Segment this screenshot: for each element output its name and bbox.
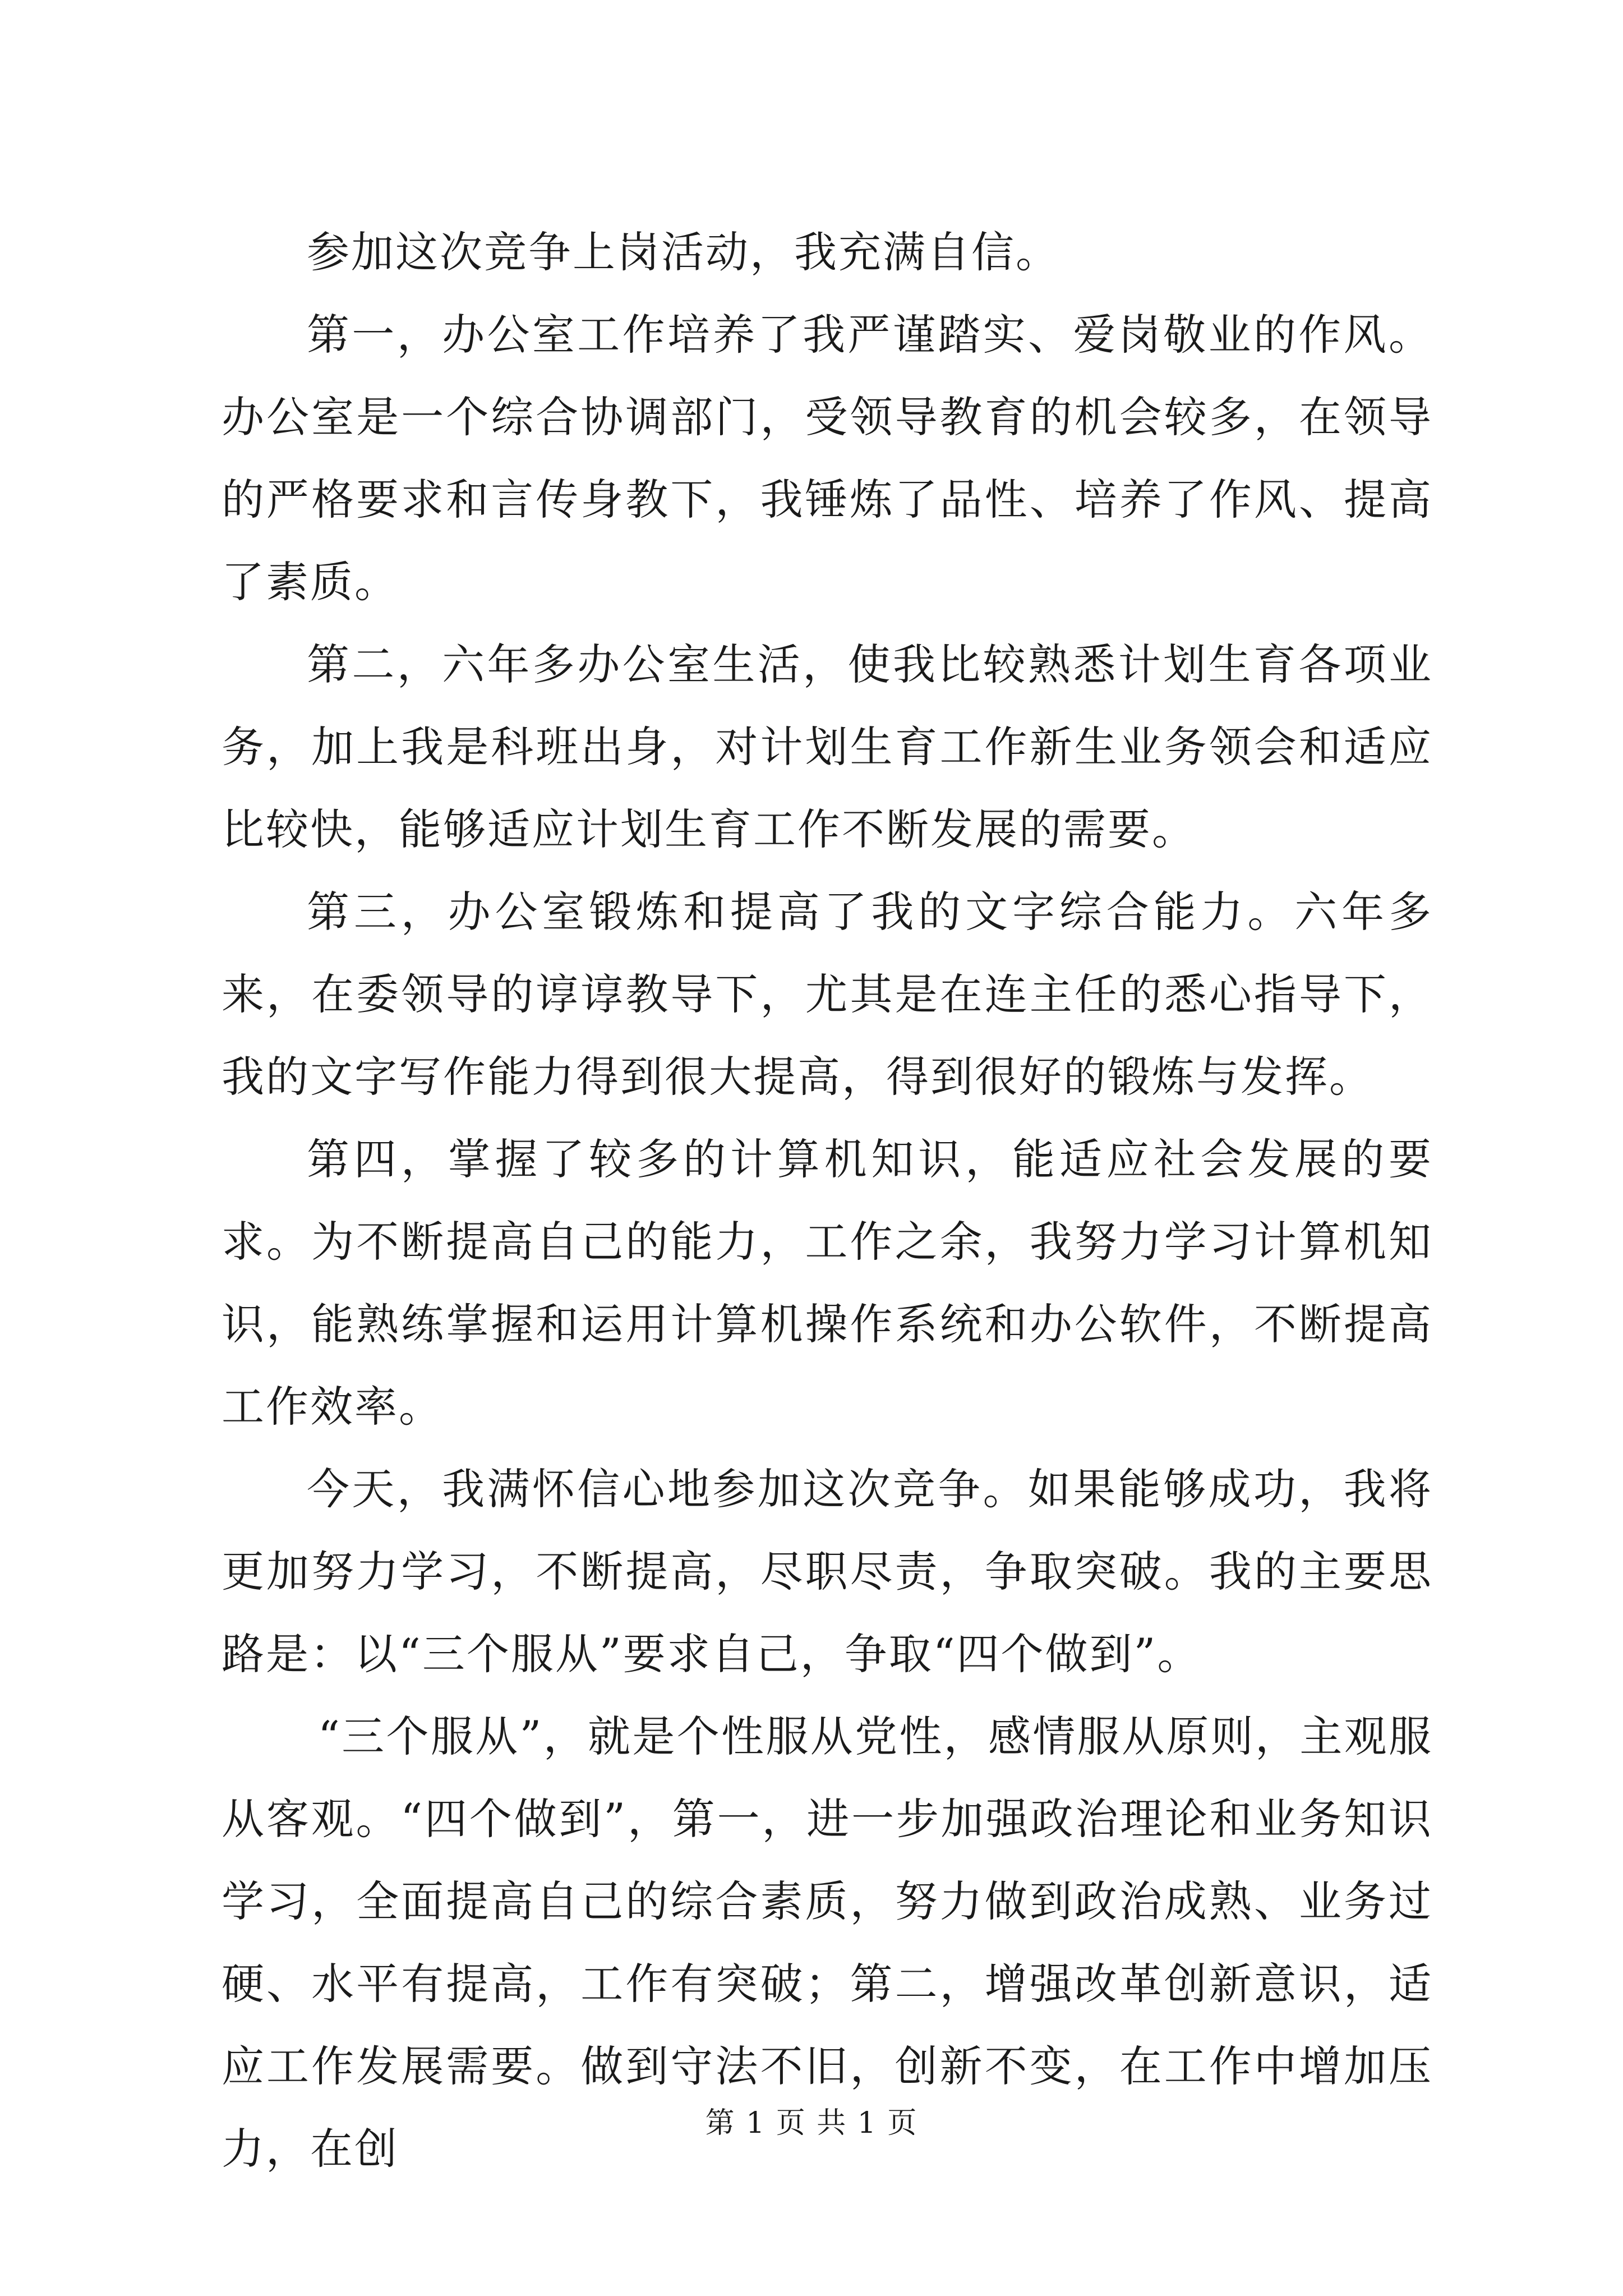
paragraph-intro: 参加这次竞争上岗活动，我充满自信。 xyxy=(307,227,1060,277)
paragraph-second-point: 第二，六年多办公室生活，使我比较熟悉计划生育各项业务，加上我是科班出身，对计划生育工作新生业务领会和适应比较快，能够适应计划生育工作不断发展的需要。 xyxy=(222,639,1433,854)
paragraph-first-point: 第一，办公室工作培养了我严谨踏实、爱岗敬业的作风。办公室是一个综合协调部门，受领导教育的机会较多，在领导的严格要求和言传身教下，我锤炼了品性、培养了作风、提高了素质。 xyxy=(222,310,1433,607)
paragraph-today: 今天，我满怀信心地参加这次竞争。如果能够成功，我将更加努力学习，不断提高，尽职尽责，争取突破。我的主要思路是：以“三个服从”要求自己，争取“四个做到”。 xyxy=(222,1464,1433,1679)
document-body xyxy=(222,211,1433,2190)
paragraph-three-obey: “三个服从”，就是个性服从党性，感情服从原则，主观服从客观。“四个做到”，第一，进一步加强政治理论和业务知识学习，全面提高自己的综合素质，努力做到政治成熟、业务过硬、水平有提高，工作有突破；第二，增强改革创新意识，适应工作发展需要。做到守法不旧，创新不变，在工作中增加压力，在创 xyxy=(222,1711,1433,2174)
page-footer: 第 1 页 共 1 页 xyxy=(705,2106,918,2140)
paragraph-fourth-point: 第四，掌握了较多的计算机知识，能适应社会发展的要求。为不断提高自己的能力，工作之余，我努力学习计算机知识，能熟练掌握和运用计算机操作系统和办公软件，不断提高工作效率。 xyxy=(222,1134,1433,1432)
paragraph-third-point: 第三，办公室锻炼和提高了我的文字综合能力。六年多来，在委领导的谆谆教导下，尤其是在连主任的悉心指导下，我的文字写作能力得到很大提高，得到很好的锻炼与发挥。 xyxy=(222,887,1433,1102)
